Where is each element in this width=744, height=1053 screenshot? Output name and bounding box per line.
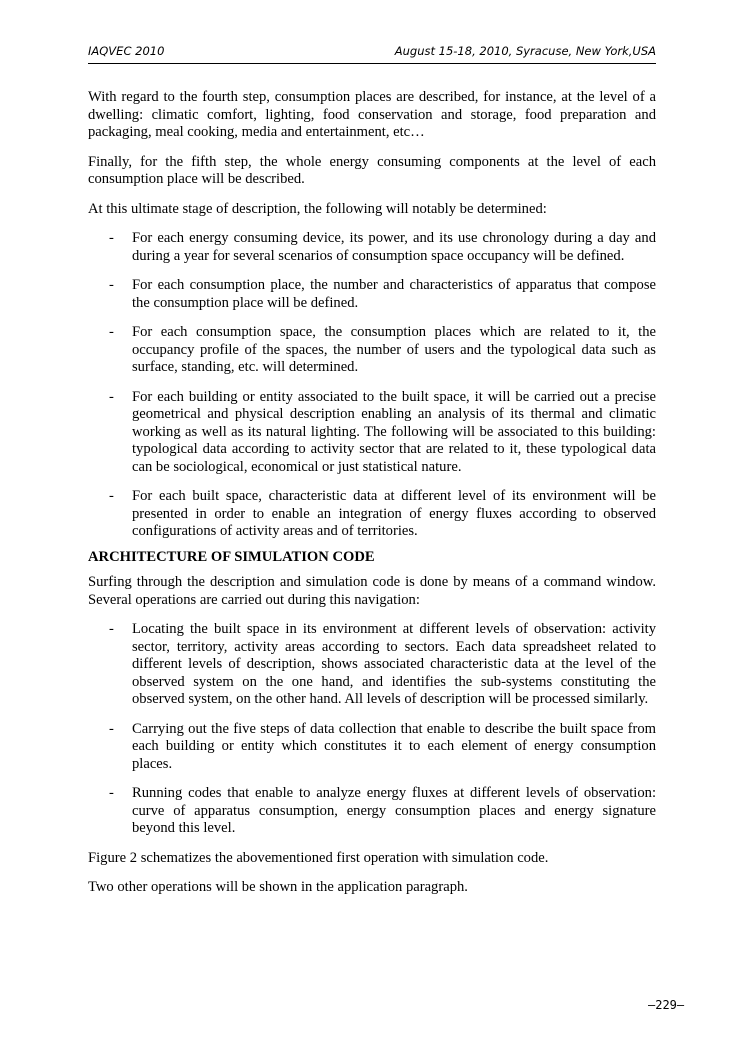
paragraph: Figure 2 schematizes the abovementioned first operation with simulation code. — [88, 849, 549, 866]
paragraph: With regard to the fourth step, consumption places are described, for instance, at the level of a dwelling: climatic comfort, lighting, food conservation and storage, food preparation and packaging, meal cooking, media and entertainment, etc… — [88, 89, 656, 140]
list-item-text: For each consumption space, the consumption places which are related to it, the occupancy profile of the spaces, the number of users and the typological data such as surface, standing, etc. will determined. — [132, 324, 656, 375]
list-item-text: Locating the built space in its environment at different levels of observation: activity sector, territory, activity areas according to sectors. Each data spreadsheet related to different levels of description, shows associated characteristic data at the level of the observed system on the one hand, and identifies the sub-systems constituting the observed system, on the other hand. All levels of description will be processed similarly. — [132, 621, 656, 707]
list-item-text: For each consumption place, the number and characteristics of apparatus that compose the consumption place will be defined. — [132, 277, 656, 311]
list-item — [109, 230, 656, 265]
list-item — [109, 324, 656, 377]
operations-list — [88, 621, 656, 838]
bullet-dash: - — [109, 277, 114, 293]
header-rule — [88, 63, 656, 64]
determination-list — [88, 230, 656, 541]
list-item-text: For each built space, characteristic data at different level of its environment will be presented in order to enable an integration of energy fluxes according to observed configurations of activity areas and of territories. — [132, 488, 656, 539]
bullet-dash: - — [109, 621, 114, 637]
section-heading: ARCHITECTURE OF SIMULATION CODE — [88, 548, 375, 565]
bullet-dash: - — [109, 388, 114, 405]
list-item — [109, 785, 656, 838]
header-conference: IAQVEC 2010 — [88, 44, 165, 58]
bullet-dash: - — [109, 324, 114, 340]
bullet-dash: - — [109, 720, 114, 737]
paragraph: At this ultimate stage of description, the following will notably be determined: — [88, 200, 547, 217]
list-item — [109, 720, 656, 774]
paragraph: Surfing through the description and simulation code is done by means of a command window. Several operations are carried out during this navigation: — [88, 574, 656, 608]
list-item — [109, 621, 656, 709]
list-item-text: For each building or entity associated to the built space, it will be carried out a precise geometrical and physical description enabling an analysis of its thermal and climatic working as well as its natural lighting. The following will be associated to this building: typological data according to activity sector that are related to it, these typological data can be sociological, economical or just statistical nature. — [132, 388, 656, 475]
page-number: –229– — [648, 998, 685, 1012]
list-item — [109, 488, 656, 541]
list-item — [109, 388, 656, 477]
bullet-dash: - — [109, 785, 114, 801]
bullet-dash: - — [109, 488, 114, 504]
bullet-dash: - — [109, 230, 114, 246]
body-text — [88, 89, 656, 909]
list-item-text: Carrying out the five steps of data collection that enable to describe the built space from each building or entity which constitutes it to each element of energy consumption places. — [132, 720, 656, 772]
list-item-text: For each energy consuming device, its power, and its use chronology during a day and during a year for several scenarios of consumption space occupancy will be defined. — [132, 230, 656, 264]
header-date-location: August 15-18, 2010, Syracuse, New York,USA — [394, 44, 656, 58]
paragraph: Finally, for the fifth step, the whole energy consuming components at the level of each consumption place will be described. — [88, 153, 656, 187]
list-item-text: Running codes that enable to analyze energy fluxes at different levels of observation: curve of apparatus consumption, energy consumption places and energy signature beyond this level. — [132, 785, 656, 836]
list-item — [109, 277, 656, 312]
paragraph: Two other operations will be shown in the application paragraph. — [88, 879, 468, 895]
